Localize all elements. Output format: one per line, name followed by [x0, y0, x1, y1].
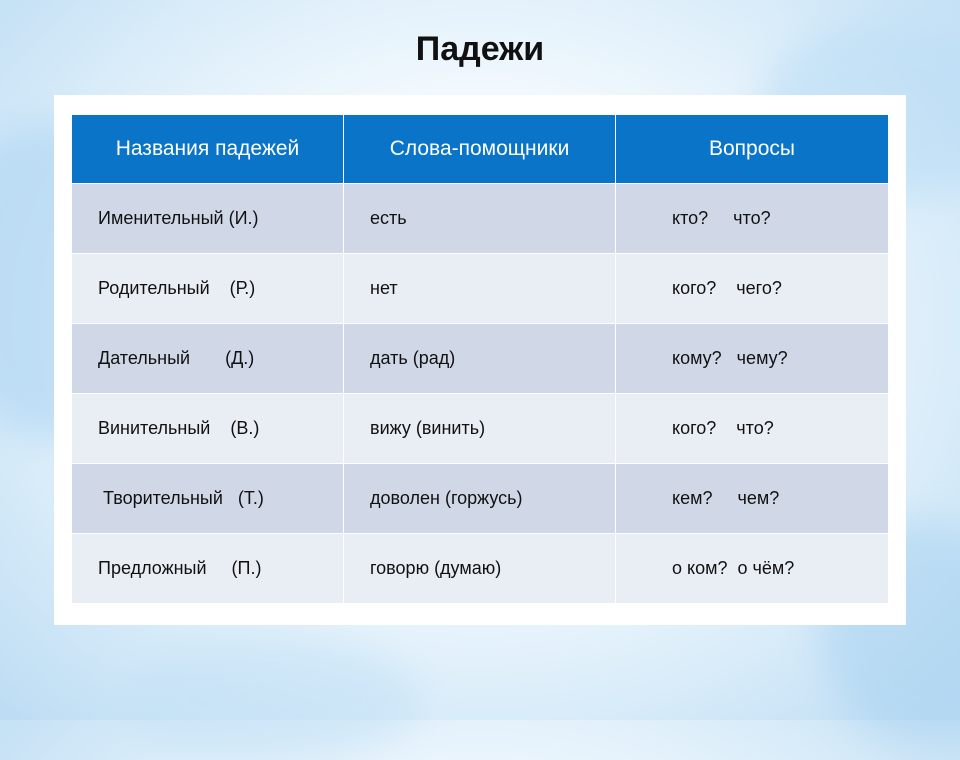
table-row [72, 394, 889, 464]
helper-word-cell: нет [344, 254, 616, 324]
helper-word-cell: доволен (горжусь) [344, 464, 616, 534]
table-row [72, 534, 889, 604]
table-header-row [72, 115, 889, 184]
case-name-cell: Винительный (В.) [72, 394, 344, 464]
header-case-names: Названия падежей [72, 115, 344, 184]
questions-cell: кому? чему? [616, 324, 889, 394]
case-name-cell: Предложный (П.) [72, 534, 344, 604]
table-row [72, 254, 889, 324]
background-decoration [120, 640, 420, 760]
case-name-cell: Дательный (Д.) [72, 324, 344, 394]
case-name-cell: Творительный (Т.) [72, 464, 344, 534]
questions-cell: кто? что? [616, 184, 889, 254]
header-helper-words: Слова-помощники [344, 115, 616, 184]
questions-cell: кого? что? [616, 394, 889, 464]
page-title: Падежи [415, 30, 545, 68]
table-row [72, 184, 889, 254]
helper-word-cell: дать (рад) [344, 324, 616, 394]
case-name-cell: Именительный (И.) [72, 184, 344, 254]
questions-cell: кем? чем? [616, 464, 889, 534]
helper-word-cell: вижу (винить) [344, 394, 616, 464]
table-row [72, 464, 889, 534]
questions-cell: кого? чего? [616, 254, 889, 324]
helper-word-cell: говорю (думаю) [344, 534, 616, 604]
questions-cell: о ком? о чём? [616, 534, 889, 604]
helper-word-cell: есть [344, 184, 616, 254]
header-questions: Вопросы [616, 115, 889, 184]
cases-table [71, 114, 889, 604]
case-name-cell: Родительный (Р.) [72, 254, 344, 324]
table-row [72, 324, 889, 394]
